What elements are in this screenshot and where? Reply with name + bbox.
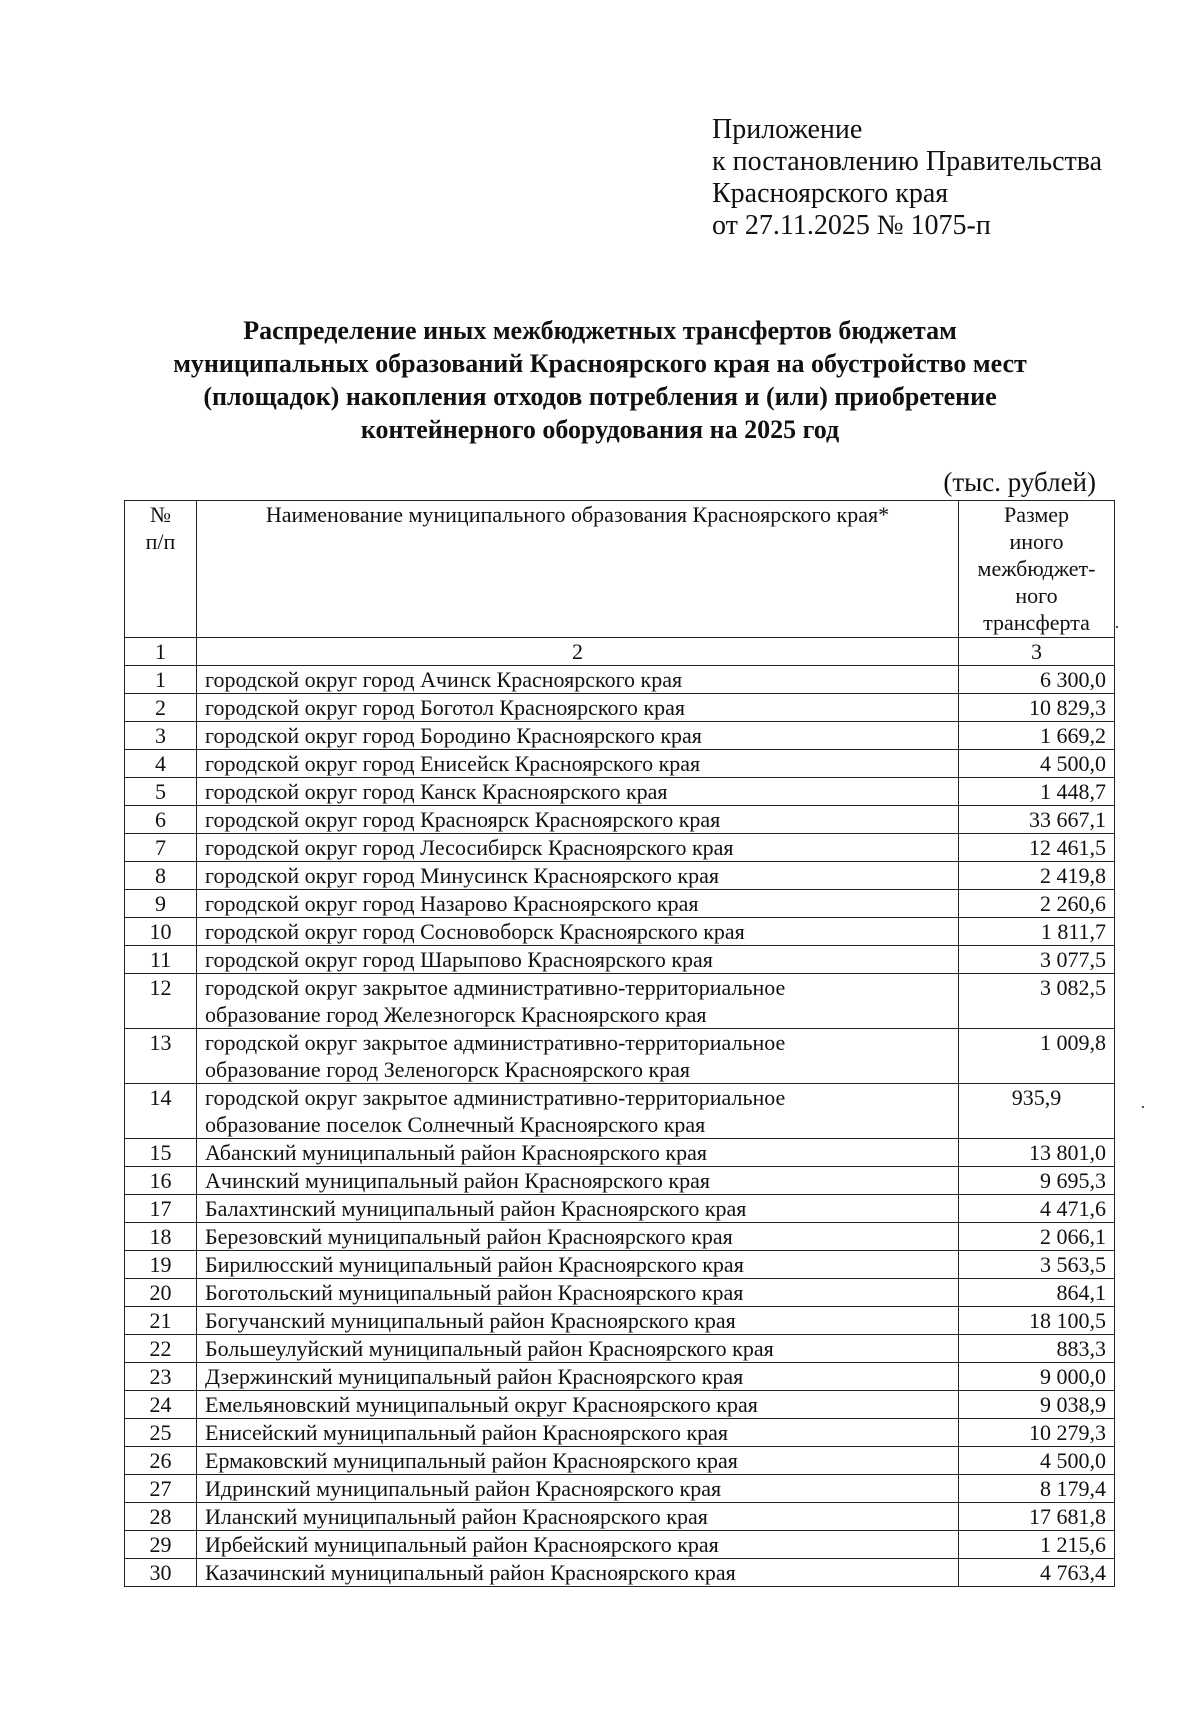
table-row: [125, 946, 1115, 974]
transfers-table: [124, 500, 1115, 1587]
table-row: [125, 918, 1115, 946]
municipality-name-line: Енисейский муниципальный район Красноярского края: [205, 1420, 729, 1445]
header-value-line-2: иного: [1009, 529, 1064, 554]
transfer-amount: 13 801,0: [959, 1139, 1115, 1167]
transfer-amount: 3 563,5: [959, 1251, 1115, 1279]
transfer-amount: 8 179,4: [959, 1475, 1115, 1503]
municipality-name-line: городской округ город Бородино Красноярского края: [205, 723, 702, 748]
municipality-name: [197, 1391, 959, 1419]
row-number: 1: [125, 666, 197, 694]
transfer-amount: 883,3: [959, 1335, 1115, 1363]
table-row: [125, 862, 1115, 890]
transfer-amount: 1 669,2: [959, 722, 1115, 750]
table-body: [125, 501, 1115, 1587]
municipality-name-line: Бирилюсский муниципальный район Красноярского края: [205, 1252, 744, 1277]
row-number: 25: [125, 1419, 197, 1447]
header-number-line-1: №: [150, 502, 171, 527]
transfer-amount: 6 300,0: [959, 666, 1115, 694]
header-number-line-2: п/п: [145, 529, 176, 554]
row-number: 16: [125, 1167, 197, 1195]
row-number: 12: [125, 974, 197, 1029]
row-number: 24: [125, 1391, 197, 1419]
municipality-name: [197, 1029, 959, 1084]
transfer-amount: 935,9: [959, 1084, 1115, 1139]
table-row: [125, 1195, 1115, 1223]
scan-speck: [1142, 1106, 1144, 1108]
transfer-amount: 12 461,5: [959, 834, 1115, 862]
row-number: 21: [125, 1307, 197, 1335]
column-index-1: 1: [125, 638, 197, 666]
table-row: [125, 1279, 1115, 1307]
transfer-amount: 18 100,5: [959, 1307, 1115, 1335]
title-line-1: Распределение иных межбюджетных трансфертов бюджетам: [243, 316, 957, 345]
transfer-amount: 2 066,1: [959, 1223, 1115, 1251]
row-number: 17: [125, 1195, 197, 1223]
table-row: [125, 694, 1115, 722]
row-number: 7: [125, 834, 197, 862]
municipality-name: [197, 834, 959, 862]
municipality-name-line: Емельяновский муниципальный округ Красноярского края: [205, 1392, 758, 1417]
title-line-4: контейнерного оборудования на 2025 год: [360, 415, 840, 444]
transfer-amount: 9 038,9: [959, 1391, 1115, 1419]
table-row: [125, 890, 1115, 918]
transfer-amount: 1 811,7: [959, 918, 1115, 946]
table-row: [125, 1223, 1115, 1251]
municipality-name: [197, 974, 959, 1029]
transfer-amount: 1 448,7: [959, 778, 1115, 806]
municipality-name: [197, 806, 959, 834]
row-number: 15: [125, 1139, 197, 1167]
appendix-block: [712, 114, 1102, 242]
municipality-name-line: Абанский муниципальный район Красноярского края: [205, 1140, 707, 1165]
document-title: [110, 314, 1090, 446]
municipality-name: [197, 1223, 959, 1251]
header-value-line-3: межбюджет-: [977, 556, 1096, 581]
row-number: 10: [125, 918, 197, 946]
row-number: 22: [125, 1335, 197, 1363]
municipality-name-line: городской округ город Сосновоборск Красноярского края: [205, 919, 745, 944]
municipality-name-line: Идринский муниципальный район Красноярского края: [205, 1476, 722, 1501]
municipality-name: [197, 1447, 959, 1475]
municipality-name-line: городской округ закрытое административно-территориальное: [205, 975, 786, 1000]
table-row: [125, 1419, 1115, 1447]
municipality-name-line: Дзержинский муниципальный район Красноярского края: [205, 1364, 744, 1389]
municipality-name: [197, 1084, 959, 1139]
municipality-name-line: Богучанский муниципальный район Красноярского края: [205, 1308, 736, 1333]
transfer-amount: 2 419,8: [959, 862, 1115, 890]
municipality-name-line: образование город Железногорск Красноярского края: [205, 1002, 707, 1027]
table-row: [125, 1167, 1115, 1195]
row-number: 14: [125, 1084, 197, 1139]
municipality-name-line: городской округ город Назарово Красноярского края: [205, 891, 699, 916]
municipality-name: [197, 1419, 959, 1447]
municipality-name: [197, 1307, 959, 1335]
table-row: [125, 806, 1115, 834]
row-number: 29: [125, 1531, 197, 1559]
table-row: [125, 1391, 1115, 1419]
row-number: 23: [125, 1363, 197, 1391]
municipality-name: [197, 750, 959, 778]
municipality-name: [197, 1279, 959, 1307]
row-number: 2: [125, 694, 197, 722]
table-row: [125, 750, 1115, 778]
header-name-cell: Наименование муниципального образования Красноярского края*: [197, 501, 959, 638]
municipality-name: [197, 1475, 959, 1503]
municipality-name-line: городской округ город Минусинск Красноярского края: [205, 863, 720, 888]
table-row: [125, 1335, 1115, 1363]
municipality-name-line: городской округ закрытое административно-территориальное: [205, 1085, 786, 1110]
column-index-2: 2: [197, 638, 959, 666]
table-row: [125, 974, 1115, 1029]
scan-speck: [1116, 626, 1118, 628]
appendix-line-4: от 27.11.2025 № 1075-п: [712, 210, 991, 241]
table-row: [125, 1084, 1115, 1139]
table-row: [125, 1307, 1115, 1335]
table-row: [125, 1447, 1115, 1475]
table-row: [125, 1029, 1115, 1084]
municipality-name: [197, 918, 959, 946]
transfer-amount: 2 260,6: [959, 890, 1115, 918]
appendix-line-1: Приложение: [712, 114, 863, 145]
municipality-name: [197, 1167, 959, 1195]
municipality-name-line: Балахтинский муниципальный район Красноярского края: [205, 1196, 747, 1221]
municipality-name: [197, 1503, 959, 1531]
transfer-amount: 4 500,0: [959, 1447, 1115, 1475]
row-number: 20: [125, 1279, 197, 1307]
municipality-name: [197, 694, 959, 722]
row-number: 26: [125, 1447, 197, 1475]
row-number: 30: [125, 1559, 197, 1587]
transfer-amount: 4 500,0: [959, 750, 1115, 778]
table-row: [125, 1139, 1115, 1167]
table-row: [125, 722, 1115, 750]
municipality-name: [197, 1363, 959, 1391]
municipality-name-line: городской округ город Енисейск Красноярского края: [205, 751, 701, 776]
municipality-name-line: городской округ город Лесосибирск Красноярского края: [205, 835, 734, 860]
municipality-name-line: городской округ город Канск Красноярского края: [205, 779, 668, 804]
row-number: 18: [125, 1223, 197, 1251]
table-header-row: [125, 501, 1115, 638]
municipality-name-line: образование город Зеленогорск Красноярского края: [205, 1057, 691, 1082]
municipality-name: [197, 778, 959, 806]
row-number: 6: [125, 806, 197, 834]
municipality-name: [197, 1559, 959, 1587]
table-row: [125, 1251, 1115, 1279]
municipality-name: [197, 946, 959, 974]
municipality-name-line: Казачинский муниципальный район Красноярского края: [205, 1560, 736, 1585]
table-row: [125, 1475, 1115, 1503]
municipality-name: [197, 1195, 959, 1223]
municipality-name-line: образование поселок Солнечный Красноярского края: [205, 1112, 706, 1137]
transfer-amount: 1 009,8: [959, 1029, 1115, 1084]
title-line-3: (площадок) накопления отходов потребления и (или) приобретение: [203, 382, 997, 411]
municipality-name-line: Ермаковский муниципальный район Красноярского края: [205, 1448, 738, 1473]
table-row: [125, 1503, 1115, 1531]
municipality-name-line: городской округ закрытое административно-территориальное: [205, 1030, 786, 1055]
row-number: 11: [125, 946, 197, 974]
municipality-name-line: Ирбейский муниципальный район Красноярского края: [205, 1532, 719, 1557]
row-number: 19: [125, 1251, 197, 1279]
municipality-name-line: Боготольский муниципальный район Красноярского края: [205, 1280, 744, 1305]
units-label: (тыс. рублей): [943, 467, 1096, 497]
header-value-line-5: трансферта: [983, 610, 1090, 635]
municipality-name-line: городской округ город Ачинск Красноярского края: [205, 667, 683, 692]
table-row: [125, 666, 1115, 694]
municipality-name-line: городской округ город Боготол Красноярского края: [205, 695, 685, 720]
transfer-amount: 9 695,3: [959, 1167, 1115, 1195]
row-number: 5: [125, 778, 197, 806]
title-line-2: муниципальных образований Красноярского края на обустройство мест: [173, 349, 1027, 378]
transfer-amount: 3 082,5: [959, 974, 1115, 1029]
municipality-name-line: городской округ город Шарыпово Красноярского края: [205, 947, 713, 972]
column-index-row: [125, 638, 1115, 666]
appendix-line-3: Красноярского края: [712, 178, 949, 209]
table-row: [125, 1559, 1115, 1587]
transfer-amount: 864,1: [959, 1279, 1115, 1307]
table-row: [125, 1363, 1115, 1391]
municipality-name: [197, 890, 959, 918]
transfer-amount: 4 471,6: [959, 1195, 1115, 1223]
municipality-name-line: Березовский муниципальный район Красноярского края: [205, 1224, 733, 1249]
column-index-3: 3: [959, 638, 1115, 666]
table-row: [125, 1531, 1115, 1559]
municipality-name-line: Иланский муниципальный район Красноярского края: [205, 1504, 708, 1529]
row-number: 27: [125, 1475, 197, 1503]
transfer-amount: 9 000,0: [959, 1363, 1115, 1391]
row-number: 8: [125, 862, 197, 890]
row-number: 3: [125, 722, 197, 750]
table-row: [125, 834, 1115, 862]
header-value-line-1: Размер: [1003, 502, 1070, 527]
municipality-name: [197, 1335, 959, 1363]
transfer-amount: 33 667,1: [959, 806, 1115, 834]
header-value-cell: [959, 501, 1115, 638]
municipality-name-line: Ачинский муниципальный район Красноярского края: [205, 1168, 710, 1193]
row-number: 4: [125, 750, 197, 778]
transfer-amount: 3 077,5: [959, 946, 1115, 974]
municipality-name-line: городской округ город Красноярск Красноярского края: [205, 807, 721, 832]
row-number: 28: [125, 1503, 197, 1531]
municipality-name: [197, 1139, 959, 1167]
table-row: [125, 778, 1115, 806]
municipality-name: [197, 666, 959, 694]
header-number-cell: [125, 501, 197, 638]
municipality-name: [197, 1251, 959, 1279]
transfer-amount: 10 279,3: [959, 1419, 1115, 1447]
municipality-name: [197, 1531, 959, 1559]
row-number: 9: [125, 890, 197, 918]
transfer-amount: 17 681,8: [959, 1503, 1115, 1531]
municipality-name: [197, 862, 959, 890]
header-value-line-4: ного: [1015, 583, 1058, 608]
municipality-name-line: Большеулуйский муниципальный район Красноярского края: [205, 1336, 774, 1361]
municipality-name: [197, 722, 959, 750]
row-number: 13: [125, 1029, 197, 1084]
transfer-amount: 4 763,4: [959, 1559, 1115, 1587]
appendix-line-2: к постановлению Правительства: [712, 146, 1103, 177]
transfer-amount: 10 829,3: [959, 694, 1115, 722]
transfer-amount: 1 215,6: [959, 1531, 1115, 1559]
